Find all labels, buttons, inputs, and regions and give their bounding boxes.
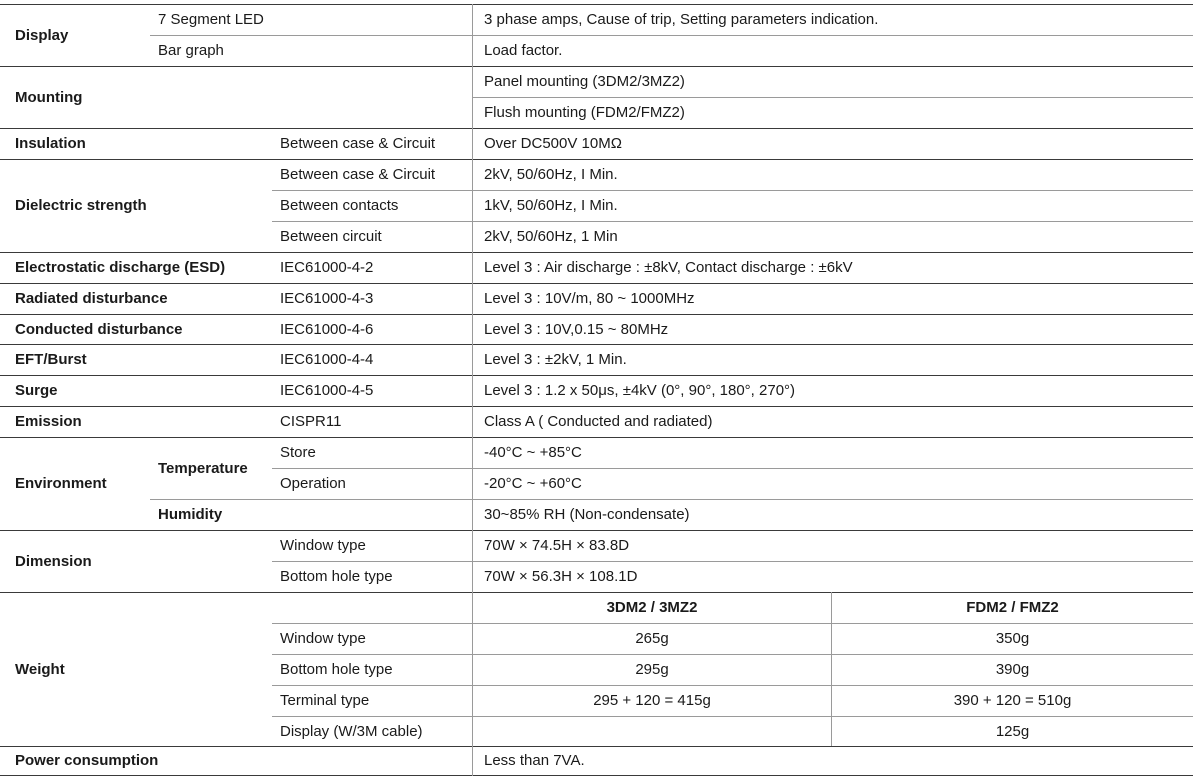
emission-standard: CISPR11: [280, 413, 342, 430]
mounting-label: Mounting: [15, 88, 83, 106]
weight-column-fdm2: FDM2 / FMZ2: [966, 599, 1059, 616]
power-consumption-value: Less than 7VA.: [484, 752, 585, 769]
weight-value-fdm2: 390g: [995, 661, 1030, 678]
store-value: -40°C ~ +85°C: [484, 444, 582, 461]
weight-value-3dm2: 295g: [635, 661, 669, 678]
row-divider: [150, 35, 1193, 36]
humidity-label: Humidity: [158, 506, 223, 523]
bottom-hole-type-label: Bottom hole type: [280, 568, 393, 585]
weight-row-label: Display (W/3M cable): [280, 722, 423, 740]
surge-value: Level 3 : 1.2 x 50μs, ±4kV (0°, 90°, 180°, 270°): [484, 382, 796, 399]
row-divider: [272, 190, 1193, 191]
insulation-condition: Between case & Circuit: [280, 135, 436, 152]
table-bottom-border: [0, 775, 1193, 776]
eft-burst-value: Level 3 : ±2kV, 1 Min.: [484, 351, 627, 368]
esd-label: Electrostatic discharge (ESD): [15, 259, 226, 276]
conducted-disturbance-label: Conducted disturbance: [15, 320, 183, 338]
dielectric-condition: Between contacts: [280, 197, 399, 214]
bar-graph-label: Bar graph: [158, 42, 224, 59]
weight-row-label: Bottom hole type: [280, 661, 393, 678]
weight-value-fdm2: 125g: [995, 722, 1030, 740]
dielectric-condition: Between case & Circuit: [280, 166, 436, 183]
radiated-disturbance-label: Radiated disturbance: [15, 290, 168, 307]
emission-value: Class A ( Conducted and radiated): [484, 413, 713, 430]
seven-segment-led-value: 3 phase amps, Cause of trip, Setting parameters indication.: [484, 11, 879, 28]
weight-row-label: Terminal type: [280, 692, 370, 709]
weight-value-3dm2: 295 + 120 = 415g: [593, 692, 711, 709]
dimension-label: Dimension: [15, 552, 92, 570]
weight-column-3dm2: 3DM2 / 3MZ2: [606, 599, 698, 616]
conducted-disturbance-standard: IEC61000-4-6: [280, 320, 374, 338]
panel-mounting-value: Panel mounting (3DM2/3MZ2): [484, 73, 685, 90]
dielectric-value: 2kV, 50/60Hz, I Min.: [484, 166, 618, 183]
operation-value: -20°C ~ +60°C: [484, 475, 582, 492]
weight-value-3dm2: 265g: [635, 630, 669, 647]
row-divider: [272, 468, 1193, 469]
surge-label: Surge: [15, 382, 58, 399]
weight-value-3dm2: [473, 716, 831, 746]
insulation-value: Over DC500V 10MΩ: [484, 135, 622, 152]
dielectric-value: 2kV, 50/60Hz, 1 Min: [484, 228, 618, 245]
seven-segment-led-label: 7 Segment LED: [158, 11, 264, 28]
row-divider: [272, 221, 1193, 222]
weight-label: Weight: [15, 660, 65, 678]
row-divider: [272, 561, 1193, 562]
weight-row-label: Window type: [280, 630, 366, 647]
esd-standard: IEC61000-4-2: [280, 259, 374, 276]
radiated-disturbance-standard: IEC61000-4-3: [280, 290, 374, 307]
esd-value: Level 3 : Air discharge : ±8kV, Contact discharge : ±6kV: [484, 259, 853, 276]
temperature-label: Temperature: [158, 459, 248, 477]
emission-label: Emission: [15, 413, 82, 430]
eft-burst-standard: IEC61000-4-4: [280, 351, 374, 368]
store-label: Store: [280, 444, 316, 461]
group-divider: [0, 746, 1193, 747]
humidity-value: 30~85% RH (Non-condensate): [484, 506, 690, 523]
power-consumption-label: Power consumption: [15, 752, 159, 769]
insulation-label: Insulation: [15, 135, 86, 152]
environment-label: Environment: [15, 475, 107, 492]
operation-label: Operation: [280, 475, 346, 492]
flush-mounting-value: Flush mounting (FDM2/FMZ2): [484, 104, 685, 121]
window-type-label: Window type: [280, 537, 366, 554]
window-type-dimension: 70W × 74.5H × 83.8D: [484, 537, 630, 554]
surge-standard: IEC61000-4-5: [280, 382, 374, 399]
display-label: Display: [15, 26, 69, 44]
conducted-disturbance-value: Level 3 : 10V,0.15 ~ 80MHz: [484, 320, 669, 338]
bar-graph-value: Load factor.: [484, 42, 563, 59]
radiated-disturbance-value: Level 3 : 10V/m, 80 ~ 1000MHz: [484, 290, 695, 307]
dielectric-value: 1kV, 50/60Hz, I Min.: [484, 197, 618, 214]
bottom-hole-type-dimension: 70W × 56.3H × 108.1D: [484, 568, 638, 585]
dielectric-strength-label: Dielectric strength: [15, 197, 147, 214]
dielectric-condition: Between circuit: [280, 228, 382, 245]
weight-value-fdm2: 390 + 120 = 510g: [953, 692, 1072, 709]
eft-burst-label: EFT/Burst: [15, 351, 87, 368]
weight-value-fdm2: 350g: [995, 630, 1030, 647]
